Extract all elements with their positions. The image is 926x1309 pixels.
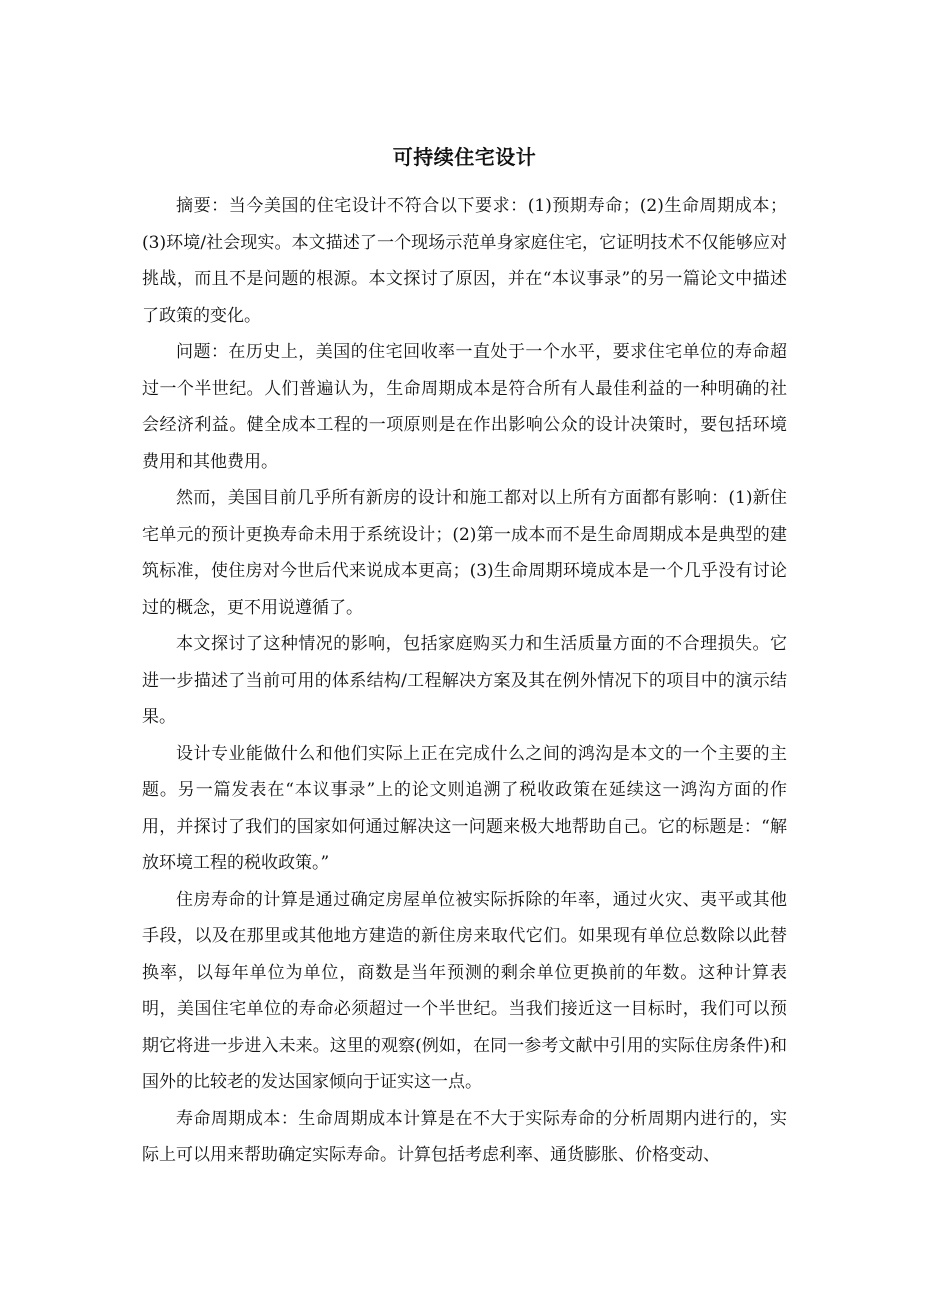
body-paragraph: 本文探讨了这种情况的影响，包括家庭购买力和生活质量方面的不合理损失。它进一步描述了当前可用的体系结构/工程解决方案及其在例外情况下的项目中的演示结果。 <box>142 634 787 727</box>
body-paragraph: 住房寿命的计算是通过确定房屋单位被实际拆除的年率，通过火灾、夷平或其他手段，以及在那里或其他地方建造的新住房来取代它们。如果现有单位总数除以此替换率，以每年单位为单位，商数是当年预测的剩余单位更换前的年数。这种计算表明，美国住宅单位的寿命必须超过一个半世纪。当我们接近这一目标时，我们可以预期它将进一步进入未来。这里的观察(例如，在同一参考文献中引用的实际住房条件)和国外的比较老的发达国家倾向于证实这一点。 <box>142 889 787 1092</box>
problem-paragraph: 问题：在历史上，美国的住宅回收率一直处于一个水平，要求住宅单位的寿命超过一个半世纪。人们普遍认为，生命周期成本是符合所有人最佳利益的一种明确的社会经济利益。健全成本工程的一项原则是在作出影响公众的设计决策时，要包括环境费用和其他费用。 <box>142 342 787 472</box>
body-paragraph: 然而，美国目前几乎所有新房的设计和施工都对以上所有方面都有影响：(1)新住宅单元的预计更换寿命未用于系统设计；(2)第一成本而不是生命周期成本是典型的建筑标准，使住房对今世后代来说成本更高；(3)生命周期环境成本是一个几乎没有讨论过的概念，更不用说遵循了。 <box>142 488 787 618</box>
document-body <box>142 140 787 1174</box>
abstract-paragraph: 摘要：当今美国的住宅设计不符合以下要求：(1)预期寿命；(2)生命周期成本；(3)环境/社会现实。本文描述了一个现场示范单身家庭住宅，它证明技术不仅能够应对挑战，而且不是问题的根源。本文探讨了原因，并在“本议事录”的另一篇论文中描述了政策的变化。 <box>142 196 787 326</box>
document-title: 可持续住宅设计 <box>392 145 537 169</box>
body-paragraph: 设计专业能做什么和他们实际上正在完成什么之间的鸿沟是本文的一个主要的主题。另一篇发表在“本议事录”上的论文则追溯了税收政策在延续这一鸿沟方面的作用，并探讨了我们的国家如何通过解决这一问题来极大地帮助自己。它的标题是：“解放环境工程的税收政策。” <box>142 743 787 873</box>
lifecycle-cost-paragraph: 寿命周期成本：生命周期成本计算是在不大于实际寿命的分析周期内进行的，实际上可以用来帮助确定实际寿命。计算包括考虑利率、通货膨胀、价格变动、 <box>142 1108 787 1165</box>
